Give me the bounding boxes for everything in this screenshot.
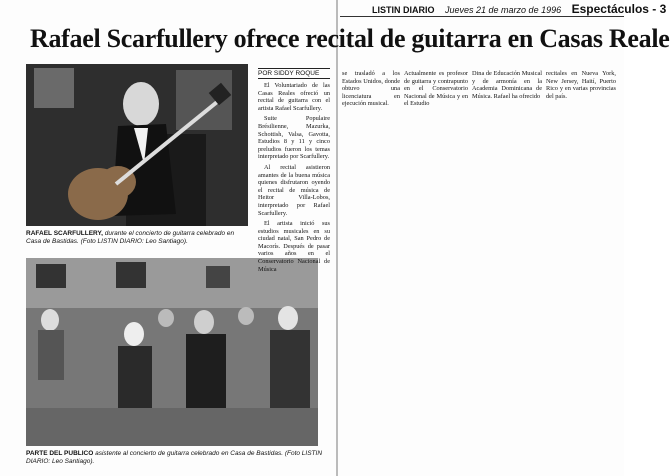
audience-photo bbox=[26, 258, 318, 446]
caption2-credit: (Foto LISTIN DIARIO: Leo Santiago). bbox=[26, 450, 323, 465]
masthead bbox=[372, 2, 666, 16]
headline: Rafael Scarfullery ofrece recital de guitarra en Casas Reale bbox=[30, 24, 670, 53]
caption2-name: PARTE DEL PUBLICO bbox=[26, 450, 94, 457]
caption1-text: durante el concierto de guitarra celebrado en Casa de Bastidas. bbox=[26, 230, 235, 245]
section-title: Espectáculos - 3 bbox=[571, 2, 667, 16]
article-paragraph: Suite Populaire Brésilienne, Mazurka, Schottish, Valsa, Gavotta, Estudios 8 y 11 y cinco preludios fueron los temas interpretado por Scarfullery. bbox=[258, 115, 330, 161]
page-fold-line bbox=[336, 0, 338, 476]
article-column-3: Actualmente es profesor de guitarra y contrapunto en el Conservatorio Nacional de Música y en el Estudio bbox=[404, 70, 468, 108]
caption1-name: RAFAEL SCARFULLERY, bbox=[26, 230, 103, 237]
article-paragraph: Al recital asistieron amantes de la buena música quienes disfrutaron oyendo el recital de música de Heitor Villa-Lobos, interpretado por Rafael Scarfullery. bbox=[258, 163, 330, 217]
photo2-caption bbox=[26, 450, 326, 466]
publication-date: Jueves 21 de marzo de 1996 bbox=[445, 5, 562, 15]
article-paragraph: El artista inició sus estudios musicales en su ciudad natal, San Pedro de Macorís. Después de pasar varios años en el Conservatorio Nacional de Música bbox=[258, 220, 330, 273]
article-column-4: Dina de Educación Musical y de armonía en la Academia Dominicana de Música. Rafael ha ofrecido bbox=[472, 70, 542, 100]
caption1-credit: (Foto LISTIN DIARIO: Leo Santiago). bbox=[80, 238, 188, 245]
guitarist-photo bbox=[26, 64, 248, 226]
byline: POR SIDDY ROQUE bbox=[258, 68, 330, 79]
photo1-caption bbox=[26, 230, 248, 246]
article-column-2: se trasladó a los Estados Unidos, donde obtuvo una licenciatura en ejecución musical. bbox=[342, 70, 400, 108]
caption2-text: asistente al concierto de guitarra celebrado en Casa de Bastidas. bbox=[95, 450, 283, 457]
article-column-5: recitales en Nueva York, New Jersey, Haití, Puerto Rico y en varias provincias del país. bbox=[546, 70, 616, 100]
article-paragraph: El Voluntariado de las Casas Reales ofreció un recital de guitarra con el artista Rafael Scarfullery. bbox=[258, 82, 330, 112]
newspaper-name: LISTIN DIARIO bbox=[372, 5, 435, 15]
article-column-1 bbox=[258, 82, 330, 273]
header-rule bbox=[340, 16, 624, 17]
